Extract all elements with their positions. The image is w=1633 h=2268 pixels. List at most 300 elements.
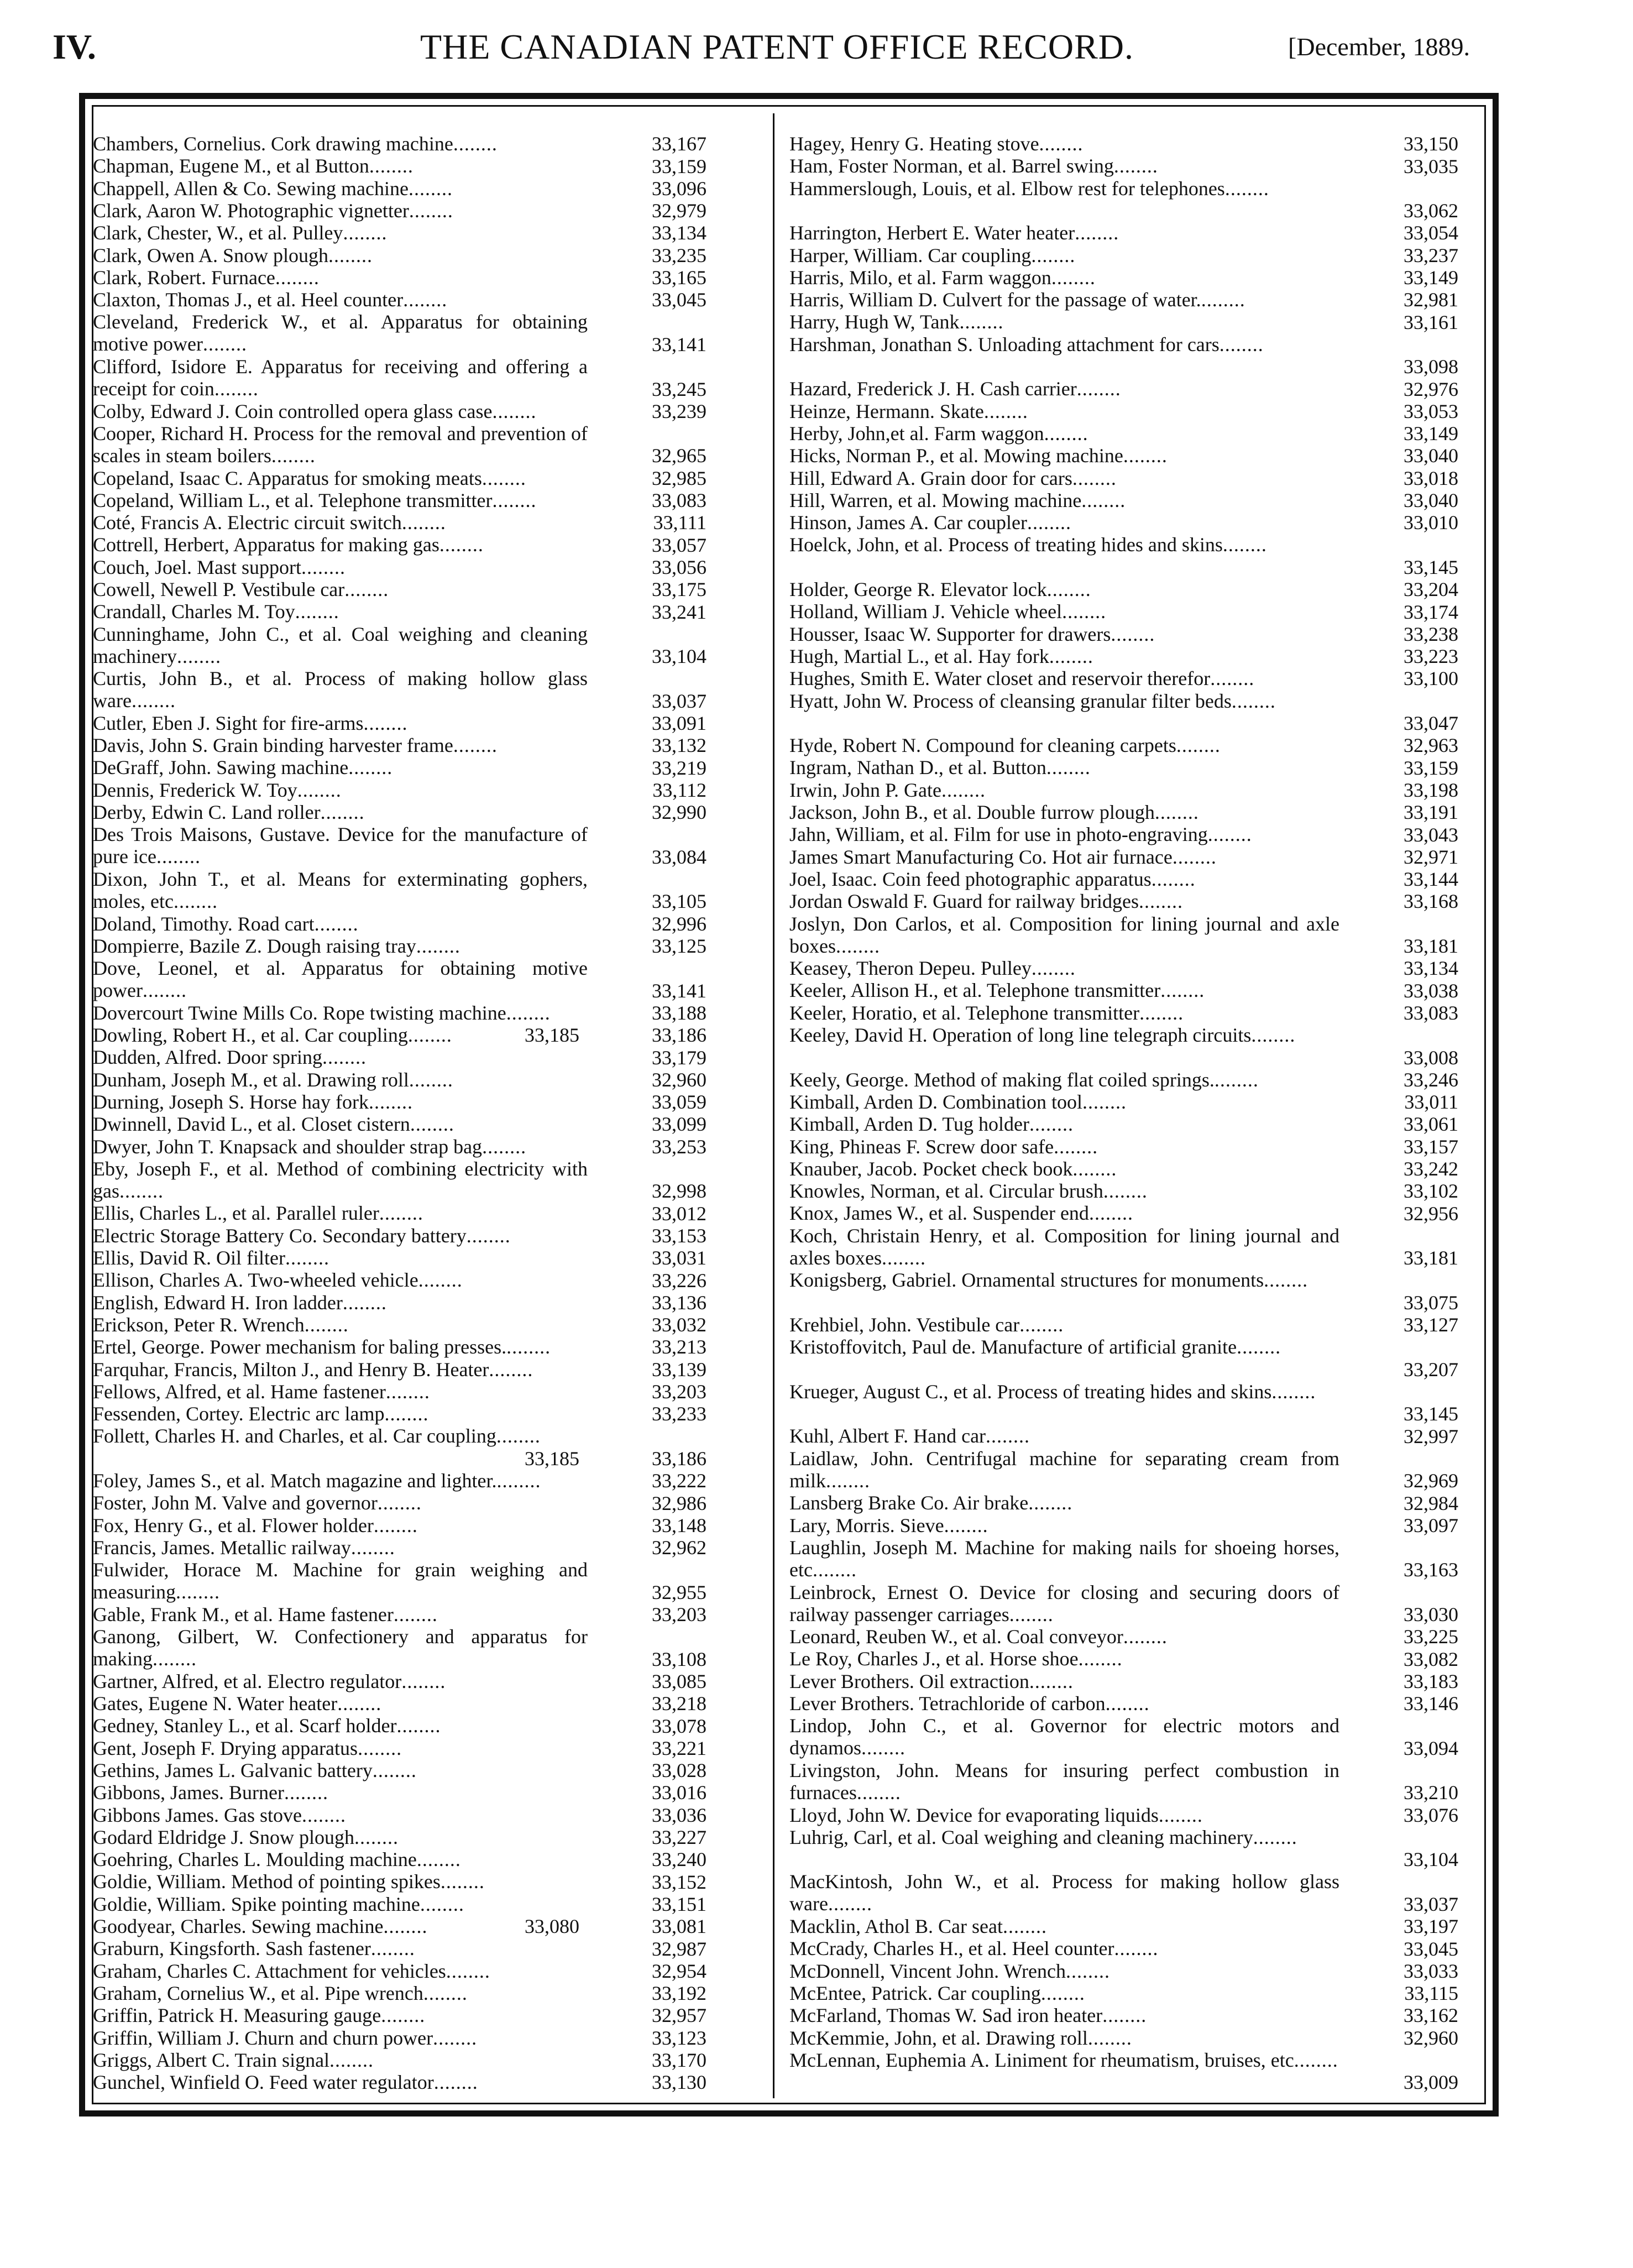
invention-title: Moulding machine bbox=[265, 1848, 417, 1871]
index-entry bbox=[789, 578, 1458, 600]
entry-text bbox=[789, 1336, 1458, 1358]
patentee-name: Macklin, Athol B. bbox=[789, 1915, 933, 1937]
patent-number: 33,163 bbox=[1404, 1559, 1458, 1581]
patent-number: 33,084 bbox=[652, 845, 706, 868]
patent-number: 33,157 bbox=[1404, 1135, 1458, 1158]
invention-title: Composition for lining journal and axles boxes bbox=[789, 1224, 1340, 1269]
invention-title: Snow plough bbox=[222, 244, 328, 266]
invention-title: Door spring bbox=[226, 1046, 322, 1069]
invention-title: Toy bbox=[264, 600, 295, 623]
invention-title: Farm waggon bbox=[941, 266, 1051, 289]
invention-title: Water heater bbox=[974, 222, 1075, 244]
invention-title: Scarf holder bbox=[299, 1715, 397, 1737]
related-patent-number: 33,185 bbox=[525, 1447, 579, 1470]
invention-title: Mast support bbox=[196, 556, 301, 578]
patent-number: 33,213 bbox=[652, 1336, 706, 1358]
invention-title: Water heater bbox=[237, 1692, 338, 1715]
index-entry bbox=[93, 133, 706, 155]
leader-dots: ........ bbox=[1087, 2026, 1132, 2049]
patentee-name: Hazard, Frederick J. H. bbox=[789, 378, 975, 400]
index-entry bbox=[93, 556, 706, 578]
leader-dots: ........ bbox=[1051, 266, 1096, 289]
index-entry bbox=[93, 266, 706, 289]
patentee-name: Dompierre, Bazile Z. bbox=[93, 934, 262, 957]
patentee-name: Krueger, August C., et al. bbox=[789, 1380, 992, 1403]
patent-number: 33,104 bbox=[1404, 1848, 1458, 1871]
patent-number: 33,104 bbox=[652, 645, 706, 668]
invention-title: Oil filter bbox=[216, 1247, 285, 1269]
leader-dots: ........ bbox=[482, 1135, 527, 1158]
index-entry bbox=[789, 1648, 1458, 1670]
invention-title: Grain binding harvester frame bbox=[213, 734, 453, 757]
patent-number: 33,148 bbox=[652, 1514, 706, 1537]
leader-dots: ........ bbox=[492, 489, 537, 511]
leader-dots: ........ bbox=[1271, 1380, 1316, 1403]
index-entry bbox=[93, 1292, 706, 1314]
patentee-name: Cleveland, Frederick W., et al. bbox=[93, 311, 369, 333]
index-entry bbox=[789, 155, 1458, 177]
related-patent-number: 33,080 bbox=[525, 1915, 579, 1938]
index-entry bbox=[93, 801, 706, 823]
patentee-name: Cunninghame, John C., et al. bbox=[93, 623, 342, 645]
patent-number: 33,081 bbox=[652, 1915, 706, 1938]
leader-dots: ........ bbox=[496, 1425, 541, 1447]
leader-dots: ........ bbox=[385, 1380, 430, 1403]
patentee-name: Ertel, George. bbox=[93, 1336, 205, 1358]
invention-title: Coal weighing and cleaning machinery bbox=[941, 1826, 1253, 1848]
leader-dots: ........ bbox=[420, 1893, 464, 1915]
leader-dots: ........ bbox=[393, 1603, 438, 1626]
patent-number: 33,037 bbox=[652, 689, 706, 712]
index-entry bbox=[93, 1804, 706, 1826]
page-number: IV. bbox=[53, 27, 96, 66]
patent-number: 33,167 bbox=[652, 133, 706, 155]
patent-number: 33,098 bbox=[1404, 356, 1458, 378]
patent-number: 33,016 bbox=[652, 1781, 706, 1804]
patent-number: 32,986 bbox=[652, 1492, 706, 1514]
patentee-name: Gethins, James L. bbox=[93, 1759, 235, 1781]
leader-dots: ........ bbox=[828, 1893, 872, 1915]
invention-title: Apparatus for receiving and offering a receipt for coin bbox=[93, 356, 588, 400]
leader-dots: ........ bbox=[1114, 1937, 1159, 1960]
leader-dots: ........ bbox=[384, 1403, 429, 1425]
leader-dots: ........ bbox=[1111, 623, 1155, 645]
patentee-name: Lansberg Brake Co. bbox=[789, 1492, 949, 1514]
patentee-name: Hinson, James A. bbox=[789, 511, 929, 534]
patentee-name: Laughlin, Joseph M. bbox=[789, 1536, 958, 1559]
patent-number: 33,100 bbox=[1404, 667, 1458, 690]
index-entry bbox=[789, 1692, 1458, 1715]
patent-number: 33,239 bbox=[652, 400, 706, 422]
patentee-name: Ellison, Charles A. bbox=[93, 1269, 243, 1292]
leader-dots: ........ bbox=[119, 1179, 164, 1202]
leader-dots: ........ bbox=[856, 1781, 901, 1804]
index-entry bbox=[93, 1848, 706, 1870]
leader-dots: ........ bbox=[481, 467, 526, 489]
patent-number: 33,162 bbox=[1404, 2004, 1458, 2027]
patentee-name: Electric Storage Battery Co. bbox=[93, 1224, 317, 1247]
leader-dots: ........ bbox=[1201, 289, 1245, 311]
patent-number: 33,192 bbox=[652, 1982, 706, 2005]
index-entry bbox=[93, 1492, 706, 1514]
invention-title: Apparatus for smoking meats bbox=[247, 467, 482, 489]
patent-number: 33,125 bbox=[652, 935, 706, 958]
invention-title: Car coupling bbox=[304, 1024, 408, 1046]
leader-dots: ........ bbox=[301, 556, 346, 578]
index-entry bbox=[93, 712, 706, 734]
index-entry bbox=[93, 1759, 706, 1781]
patentee-name: Clark, Owen A. bbox=[93, 244, 218, 266]
patentee-name: Fulwider, Horace M. bbox=[93, 1559, 279, 1581]
invention-title: Mowing machine bbox=[983, 445, 1123, 467]
leader-dots: ........ bbox=[409, 199, 453, 222]
patent-number: 32,979 bbox=[652, 200, 706, 222]
patentee-name: Keeler, Horatio, et al. bbox=[789, 1001, 961, 1024]
patentee-name: Livingston, John. bbox=[789, 1759, 939, 1781]
patentee-name: Leinbrock, Ernest O. bbox=[789, 1581, 969, 1603]
index-entry bbox=[789, 333, 1458, 378]
leader-dots: ........ bbox=[152, 1648, 197, 1670]
index-entry bbox=[789, 957, 1458, 979]
invention-title: Process of cleansing granular filter beds bbox=[913, 689, 1232, 712]
invention-title: Gate bbox=[904, 778, 941, 801]
patent-number: 33,233 bbox=[652, 1403, 706, 1425]
invention-title: Apparatus for making gas bbox=[233, 534, 439, 556]
invention-title: Method of combining electricity with gas bbox=[93, 1157, 588, 1202]
index-entry bbox=[789, 534, 1458, 578]
patent-number: 33,031 bbox=[652, 1247, 706, 1269]
index-entry bbox=[93, 1559, 706, 1603]
patentee-name: Lever Brothers. bbox=[789, 1670, 914, 1692]
leader-dots: ........ bbox=[348, 756, 393, 779]
leader-dots: ........ bbox=[173, 890, 218, 912]
patentee-name: Goodyear, Charles. bbox=[93, 1915, 247, 1937]
patent-number: 33,136 bbox=[652, 1291, 706, 1314]
patentee-name: Ingram, Nathan D., et al. bbox=[789, 756, 987, 779]
leader-dots: ........ bbox=[489, 1358, 533, 1381]
invention-title: Dough raising tray bbox=[266, 934, 416, 957]
patentee-name: Harshman, Jonathan S. bbox=[789, 333, 973, 356]
patentee-name: McEntee, Patrick. bbox=[789, 1982, 933, 2004]
patentee-name: Cowell, Newell P. bbox=[93, 578, 237, 600]
invention-title: Device for evaporating liquids bbox=[916, 1804, 1159, 1826]
patent-number: 33,040 bbox=[1404, 489, 1458, 512]
invention-title: Elevator lock bbox=[940, 578, 1047, 600]
leader-dots: ........ bbox=[383, 1915, 428, 1937]
index-entry bbox=[93, 600, 706, 623]
patentee-name: Dunham, Joseph M., et al. bbox=[93, 1068, 302, 1091]
leader-dots: ........ bbox=[433, 2071, 478, 2094]
patent-number: 32,998 bbox=[652, 1180, 706, 1203]
patentee-name: Fox, Henry G., et al. bbox=[93, 1514, 257, 1537]
patent-number: 33,225 bbox=[1404, 1626, 1458, 1648]
invention-title: Toy bbox=[266, 778, 297, 801]
index-entry bbox=[789, 1626, 1458, 1648]
leader-dots: ........ bbox=[354, 1826, 399, 1848]
leader-dots: ........ bbox=[142, 979, 187, 1002]
patentee-name: Durning, Joseph S. bbox=[93, 1090, 245, 1113]
invention-title: Skate bbox=[939, 400, 984, 422]
patent-number: 33,139 bbox=[652, 1358, 706, 1381]
invention-title: Road cart bbox=[237, 912, 315, 935]
index-entry bbox=[93, 935, 706, 957]
index-entry bbox=[93, 1425, 706, 1470]
leader-dots: ........ bbox=[320, 801, 365, 823]
invention-title: Land roller bbox=[231, 801, 321, 823]
patent-number: 33,030 bbox=[1404, 1603, 1458, 1626]
leader-dots: ........ bbox=[1224, 177, 1269, 200]
index-entry bbox=[789, 1670, 1458, 1692]
leader-dots: ........ bbox=[285, 1247, 329, 1269]
patent-number: 33,008 bbox=[1404, 1046, 1458, 1069]
index-entry bbox=[789, 913, 1458, 958]
patent-number: 33,028 bbox=[652, 1759, 706, 1782]
patentee-name: Harris, Milo, et al. bbox=[789, 266, 936, 289]
index-entry bbox=[93, 1870, 706, 1893]
patent-number: 33,082 bbox=[1404, 1648, 1458, 1670]
index-entry bbox=[789, 779, 1458, 801]
patent-number: 33,105 bbox=[652, 890, 706, 913]
index-entry bbox=[93, 823, 706, 868]
patentee-name: Graham, Charles C. bbox=[93, 1959, 251, 1982]
patentee-name: Eby, Joseph F., et al. bbox=[93, 1157, 269, 1180]
leader-dots: ........ bbox=[1002, 1915, 1047, 1937]
invention-title: Valve and governor bbox=[221, 1492, 378, 1514]
invention-title: Means for exterminating gophers, moles, etc bbox=[93, 868, 588, 912]
left-column bbox=[93, 133, 706, 2101]
invention-title: Heater bbox=[436, 1358, 489, 1381]
patentee-name: Clark, Aaron W. bbox=[93, 199, 222, 222]
invention-title: Closet cistern bbox=[301, 1113, 410, 1136]
invention-title: Measuring gauge bbox=[243, 2004, 381, 2027]
index-entry bbox=[93, 1982, 706, 2004]
leader-dots: ........ bbox=[403, 289, 448, 311]
leader-dots: ........ bbox=[1046, 756, 1091, 779]
patentee-name: Chappell, Allen & Co. bbox=[93, 177, 271, 200]
patent-number: 33,242 bbox=[1404, 1158, 1458, 1180]
patent-number: 33,083 bbox=[1404, 1001, 1458, 1024]
entry-text bbox=[789, 690, 1458, 712]
patent-number: 33,009 bbox=[1404, 2071, 1458, 2094]
patentee-name: Dixon, John T., et al. bbox=[93, 868, 286, 890]
index-entry bbox=[93, 1381, 706, 1403]
leader-dots: ........ bbox=[1105, 1692, 1150, 1715]
right-column bbox=[789, 133, 1458, 2101]
patent-number: 33,040 bbox=[1404, 445, 1458, 467]
invention-title: Parallel ruler bbox=[275, 1202, 379, 1225]
index-entry bbox=[789, 1715, 1458, 1759]
invention-title: Power mechanism for baling presses. bbox=[210, 1336, 507, 1358]
invention-title: Tug holder bbox=[942, 1113, 1030, 1136]
index-entry bbox=[789, 1581, 1458, 1626]
leader-dots: ........ bbox=[271, 444, 316, 467]
index-entry bbox=[789, 645, 1458, 667]
patentee-name: Graham, Cornelius W., et al. bbox=[93, 1982, 320, 2004]
patentee-name: Griffin, Patrick H. bbox=[93, 2004, 239, 2027]
patent-number: 32,997 bbox=[1404, 1425, 1458, 1447]
leader-dots: ........ bbox=[446, 1959, 490, 1982]
patentee-name: Gates, Eugene N. bbox=[93, 1692, 232, 1715]
patentee-name: Griggs, Albert C. bbox=[93, 2048, 230, 2071]
patentee-name: Clark, Robert. bbox=[93, 266, 206, 289]
invention-title: Drawing roll bbox=[306, 1068, 409, 1091]
invention-title: Vestibule car bbox=[916, 1313, 1020, 1336]
leader-dots: ........ bbox=[1027, 511, 1071, 534]
patentee-name: Krehbiel, John. bbox=[789, 1313, 912, 1336]
leader-dots: ........ bbox=[433, 2026, 478, 2049]
patent-number: 33,112 bbox=[652, 778, 706, 801]
index-entry bbox=[789, 623, 1458, 645]
leader-dots: ........ bbox=[439, 534, 484, 556]
invention-title: Telephone transmitter bbox=[965, 1001, 1140, 1024]
patent-number: 33,222 bbox=[652, 1470, 706, 1492]
leader-dots: ........ bbox=[377, 1492, 422, 1514]
invention-title: Iron ladder bbox=[254, 1291, 343, 1314]
index-entry bbox=[93, 1626, 706, 1670]
index-entry bbox=[93, 1737, 706, 1759]
leader-dots: ........ bbox=[986, 1425, 1030, 1447]
index-entry bbox=[93, 489, 706, 511]
patent-number: 33,237 bbox=[1404, 244, 1458, 266]
invention-title: Car seat bbox=[938, 1915, 1003, 1937]
leader-dots: ........ bbox=[1219, 333, 1264, 356]
patent-number: 33,085 bbox=[652, 1670, 706, 1692]
leader-dots: ........ bbox=[1172, 845, 1217, 868]
index-entry bbox=[789, 734, 1458, 756]
patent-number: 33,183 bbox=[1404, 1670, 1458, 1692]
patentee-name: Le Roy, Charles J., et al. bbox=[789, 1648, 985, 1670]
invention-title: Liniment for rheumatism, bruises, etc bbox=[994, 2048, 1294, 2071]
index-entry bbox=[789, 823, 1458, 845]
index-entry bbox=[93, 578, 706, 600]
page-header bbox=[0, 0, 1633, 94]
leader-dots: ........ bbox=[506, 1001, 551, 1024]
invention-title: Circular brush bbox=[988, 1180, 1103, 1203]
patent-number: 33,203 bbox=[652, 1381, 706, 1403]
leader-dots: ........ bbox=[453, 133, 498, 155]
index-entry bbox=[789, 1425, 1458, 1447]
patentee-name: Dudden, Alfred. bbox=[93, 1046, 222, 1069]
index-entry bbox=[93, 356, 706, 400]
invention-title: Cork drawing machine bbox=[270, 133, 453, 155]
leader-dots: ........ bbox=[1039, 133, 1084, 155]
patent-number: 32,984 bbox=[1404, 1492, 1458, 1514]
patent-number: 33,132 bbox=[652, 734, 706, 757]
index-entry bbox=[93, 1158, 706, 1203]
patentee-name: King, Phineas F. bbox=[789, 1135, 921, 1158]
patentee-name: Knowles, Norman, et al. bbox=[789, 1180, 984, 1203]
leader-dots: ........ bbox=[506, 1336, 551, 1358]
leader-dots: ........ bbox=[453, 734, 498, 757]
patent-number: 33,076 bbox=[1404, 1804, 1458, 1826]
leader-dots: ........ bbox=[410, 1113, 454, 1136]
patent-number: 33,111 bbox=[653, 511, 706, 534]
index-entry bbox=[789, 445, 1458, 467]
patent-number: 33,174 bbox=[1404, 600, 1458, 623]
index-entry bbox=[93, 756, 706, 778]
leader-dots: ........ bbox=[1154, 801, 1199, 823]
index-entry bbox=[93, 1269, 706, 1291]
patentee-name: Claxton, Thomas J., et al. bbox=[93, 289, 296, 311]
index-entry bbox=[789, 378, 1458, 400]
leader-dots: ........ bbox=[409, 1068, 453, 1091]
patent-number: 33,018 bbox=[1404, 467, 1458, 489]
leader-dots: ........ bbox=[1029, 1113, 1074, 1136]
index-entry bbox=[789, 1759, 1458, 1804]
index-entry bbox=[789, 244, 1458, 266]
patentee-name: Harry, Hugh W, bbox=[789, 311, 915, 333]
index-entry bbox=[93, 400, 706, 422]
invention-title: Hot air furnace bbox=[1051, 845, 1173, 868]
patent-number: 33,188 bbox=[652, 1001, 706, 1024]
patentee-name: Dennis, Frederick W. bbox=[93, 778, 262, 801]
patent-number: 33,141 bbox=[652, 979, 706, 1002]
invention-title: Electric circuit switch bbox=[227, 511, 402, 534]
invention-title: Governor for electric motors and dynamos bbox=[789, 1715, 1340, 1759]
leader-dots: ........ bbox=[1207, 823, 1252, 846]
patent-number: 33,186 bbox=[652, 1447, 706, 1470]
patentee-name: Lever Brothers. bbox=[789, 1692, 914, 1715]
patentee-name: Erickson, Peter R. bbox=[93, 1313, 238, 1336]
patent-number: 32,987 bbox=[652, 1937, 706, 1960]
patentee-name: Chapman, Eugene M., et al bbox=[93, 155, 310, 177]
patentee-name: Luhrig, Carl, et al. bbox=[789, 1826, 936, 1848]
invention-title: Machine for grain weighing and measuring bbox=[93, 1559, 588, 1603]
patentee-name: Hicks, Norman P., et al. bbox=[789, 445, 978, 467]
index-entry bbox=[93, 779, 706, 801]
leader-dots: ........ bbox=[1082, 1090, 1127, 1113]
index-entry bbox=[789, 890, 1458, 912]
patent-number: 32,976 bbox=[1404, 378, 1458, 400]
leader-dots: ........ bbox=[322, 1046, 367, 1069]
invention-title: Rope twisting machine bbox=[322, 1001, 506, 1024]
invention-title: Process for making hollow glass ware bbox=[789, 1870, 1339, 1915]
invention-title: Snow plough bbox=[248, 1826, 354, 1848]
leader-dots: ........ bbox=[176, 645, 221, 667]
patentee-name: Gable, Frank M., et al. bbox=[93, 1603, 273, 1626]
patentee-name: Knox, James W., et al. bbox=[789, 1202, 967, 1225]
patentee-name: Doland, Timothy. bbox=[93, 912, 233, 935]
column-divider bbox=[773, 113, 774, 2098]
patent-number: 33,062 bbox=[1404, 200, 1458, 222]
patentee-name: Lindop, John C., et al. bbox=[789, 1715, 1014, 1737]
patent-number: 33,181 bbox=[1404, 1247, 1458, 1269]
patent-number: 33,038 bbox=[1404, 979, 1458, 1002]
invention-title: Unloading attachment for cars bbox=[977, 333, 1219, 356]
patent-number: 33,045 bbox=[1404, 1937, 1458, 1960]
patentee-name: Keeley, David H. bbox=[789, 1024, 928, 1046]
index-entry bbox=[789, 400, 1458, 422]
patentee-name: English, Edward H. bbox=[93, 1291, 250, 1314]
leader-dots: ........ bbox=[826, 1469, 871, 1492]
leader-dots: ........ bbox=[1076, 378, 1121, 400]
invention-title: Metallic railway bbox=[219, 1536, 351, 1559]
leader-dots: ........ bbox=[370, 1937, 415, 1960]
index-entry bbox=[93, 177, 706, 200]
leader-dots: ........ bbox=[284, 1781, 328, 1804]
patentee-name: Knauber, Jacob. bbox=[789, 1157, 918, 1180]
leader-dots: ........ bbox=[408, 177, 453, 200]
invention-title: Horse shoe bbox=[989, 1648, 1079, 1670]
patent-number: 33,061 bbox=[1404, 1113, 1458, 1136]
leader-dots: ........ bbox=[407, 1024, 452, 1046]
leader-dots: ........ bbox=[1294, 2048, 1338, 2071]
invention-title: Elbow rest for telephones bbox=[1020, 177, 1225, 200]
patent-number: 33,043 bbox=[1404, 823, 1458, 846]
patent-number: 33,170 bbox=[652, 2049, 706, 2072]
invention-title: Apparatus for obtaining motive power bbox=[93, 311, 588, 356]
patentee-name: Dwyer, John T. bbox=[93, 1135, 214, 1158]
